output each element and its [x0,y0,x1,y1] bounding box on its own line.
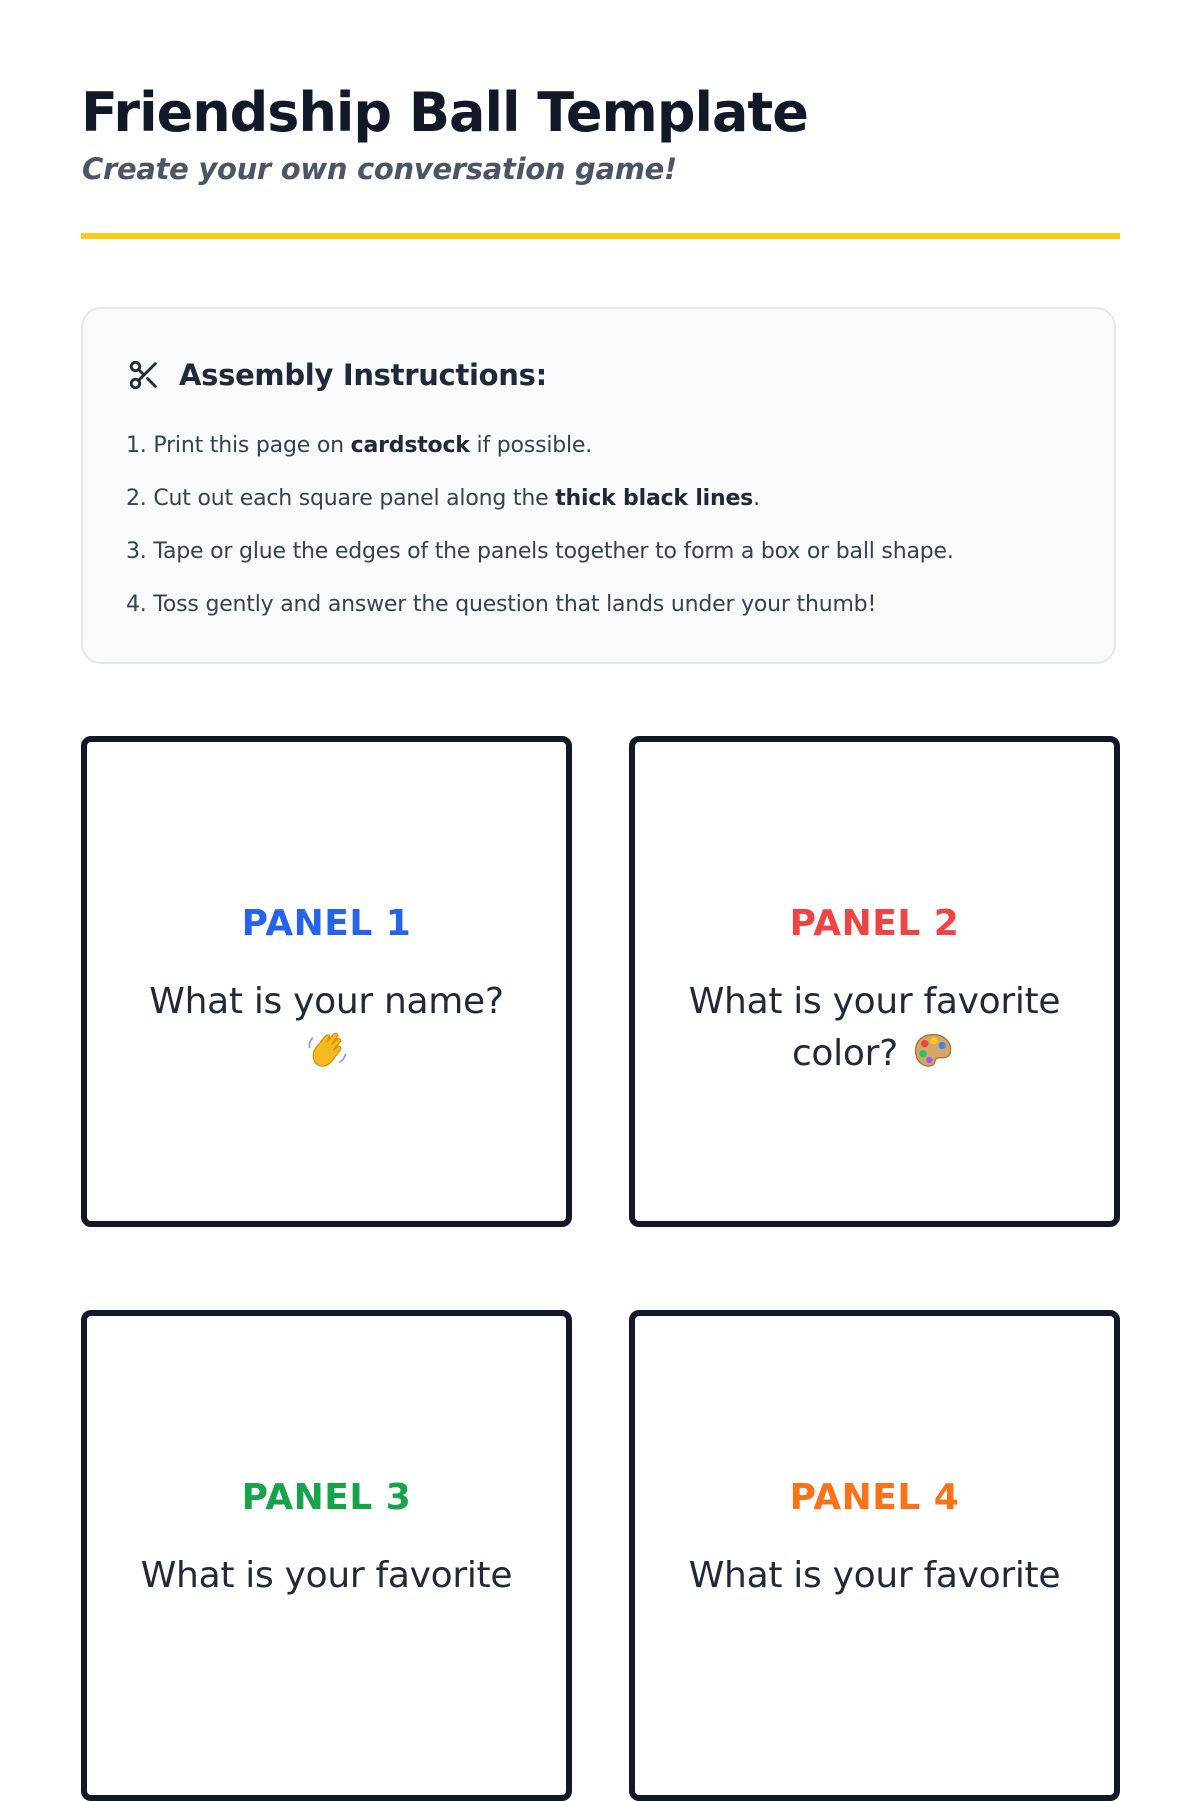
panel-3 [81,1310,572,1801]
accent-divider [81,233,1120,239]
panel-label: PANEL 1 [241,903,412,944]
instructions-list [126,419,954,631]
panel-4 [629,1310,1120,1801]
panel-question: What is your favorite color? [688,981,1061,1074]
instruction-step: 1. Print this page on cardstock if possible. [126,433,593,458]
scissors-icon [127,358,161,392]
instructions-box [81,307,1116,664]
instruction-step: 2. Cut out each square panel along the thick black lines. [126,486,760,511]
instruction-step: 4. Toss gently and answer the question that lands under your thumb! [126,592,877,617]
panel-question: What is your name? [117,976,537,1080]
instructions-header [127,355,547,395]
panel-label: PANEL 3 [241,1477,412,1518]
page-title: Friendship Ball Template [81,81,808,144]
panel-1 [81,736,572,1227]
panel-label: PANEL 4 [789,1477,960,1518]
artist-palette-emoji-icon [909,1029,957,1073]
panel-2 [629,736,1120,1227]
waving-hand-emoji-icon [303,1029,351,1073]
panel-question: What is your favorite [140,1555,513,1596]
instructions-title: Assembly Instructions: [179,358,547,392]
panel-question: What is your favorite [688,1555,1061,1596]
instruction-step: 3. Tape or glue the edges of the panels together to form a box or ball shape. [126,539,954,564]
page-subtitle: Create your own conversation game! [82,152,677,186]
panel-label: PANEL 2 [789,903,960,944]
